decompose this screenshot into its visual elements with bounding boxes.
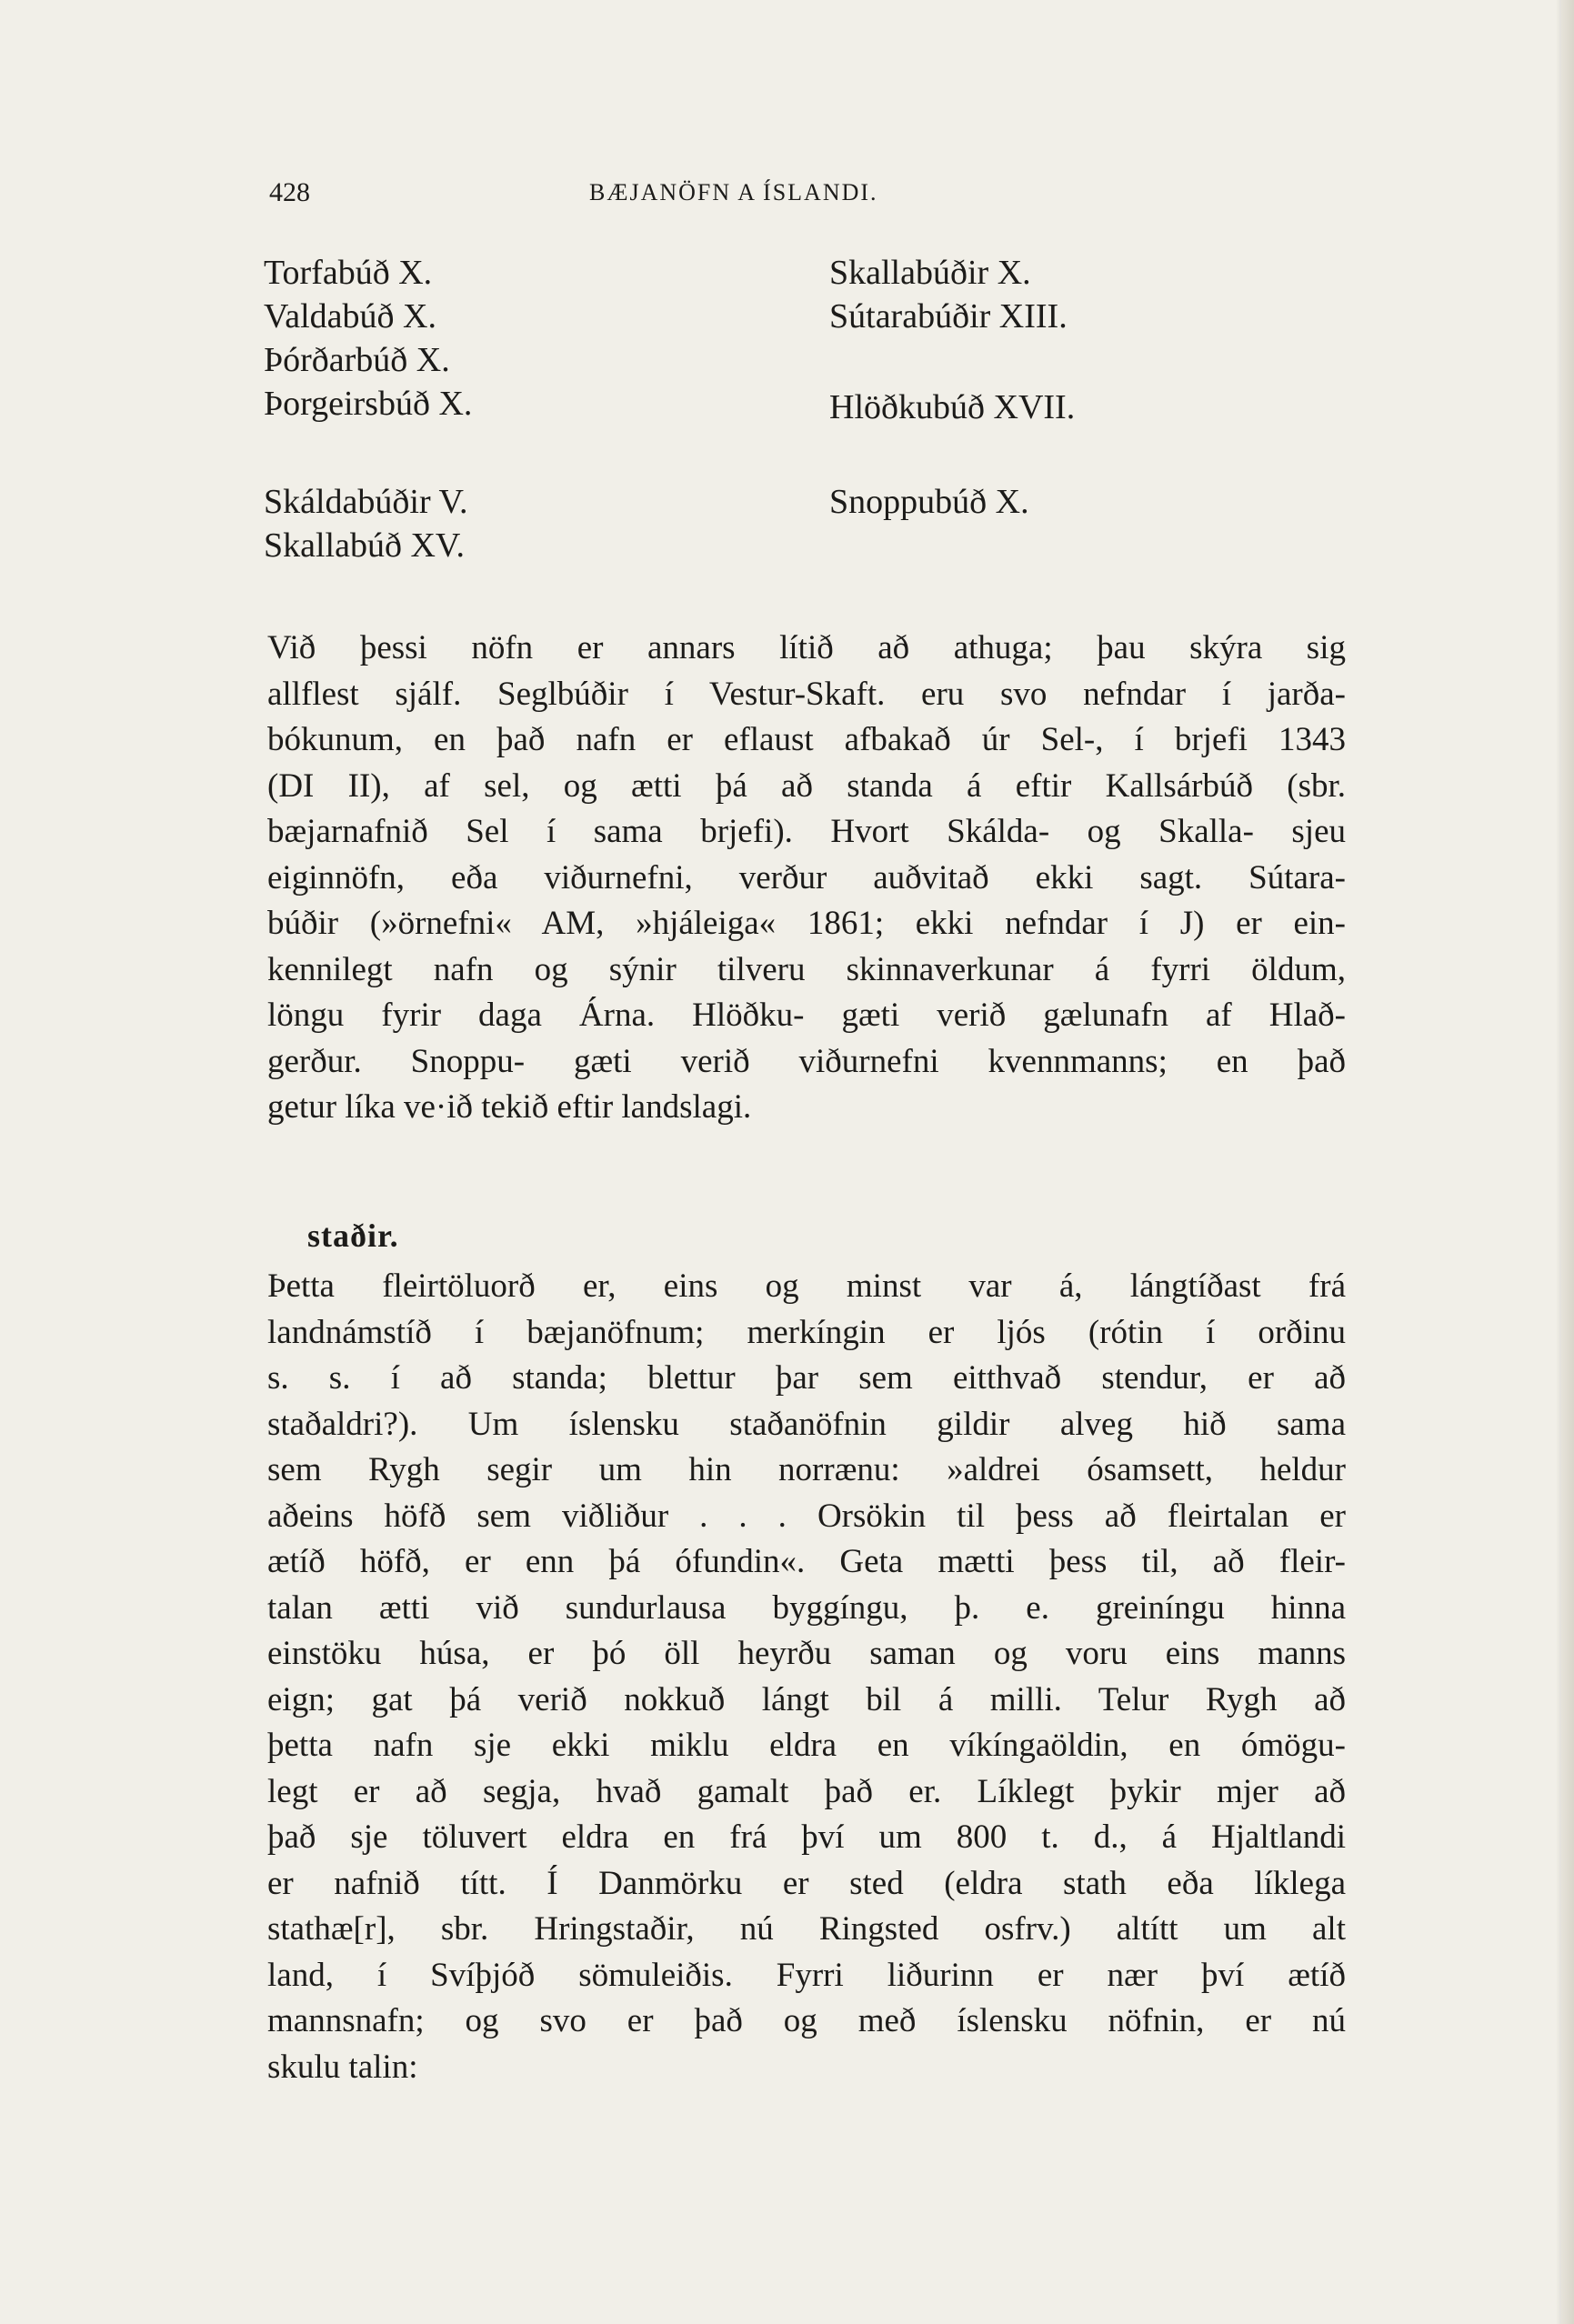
list-item: Skáldabúðir V. [264, 483, 468, 521]
list-item: Þórðarbúð X. [264, 341, 450, 379]
text-line: það sje töluvert eldra en frá því um 800 t. d., á Hjaltlandi [267, 1818, 1346, 1856]
text-line: s. s. í að standa; blettur þar sem eitthvað stendur, er að [267, 1359, 1346, 1397]
text-line: bókunum, en það nafn er eflaust afbakað úr Sel-, í brjefi 1343 [267, 721, 1346, 758]
text-line: mannsnafn; og svo er það og með íslensku nöfnin, er nú [267, 2002, 1346, 2039]
text-line: skulu talin: [267, 2048, 418, 2086]
text-line: stathæ[r], sbr. Hringstaðir, nú Ringsted osfrv.) altítt um alt [267, 1910, 1346, 1948]
text-line: land, í Svíþjóð sömuleiðis. Fyrri liðurinn er nær því ætíð [267, 1956, 1346, 1994]
list-item: Hlöðkubúð XVII. [829, 388, 1076, 426]
text-line: sem Rygh segir um hin norrænu: »aldrei ósamsett, heldur [267, 1451, 1346, 1488]
text-line: allflest sjálf. Seglbúðir í Vestur-Skaft. eru svo nefndar í jarða- [267, 675, 1346, 713]
paragraph-stadir [267, 1264, 1346, 2090]
section-heading: staðir. [307, 1217, 399, 1254]
text-line: Þetta fleirtöluorð er, eins og minst var á, lángtíðast frá [267, 1267, 1346, 1305]
text-line: legt er að segja, hvað gamalt það er. Líklegt þykir mjer að [267, 1772, 1346, 1810]
text-line: búðir (»örnefni« AM, »hjáleiga« 1861; ekki nefndar í J) er ein- [267, 905, 1346, 942]
text-line: gerður. Snoppu- gæti verið viðurnefni kvennmanns; en það [267, 1042, 1346, 1080]
text-line: ætíð höfð, er enn þá ófundin«. Geta mætti þess til, að fleir- [267, 1543, 1346, 1580]
text-line: bæjarnafnið Sel í sama brjefi). Hvort Skálda- og Skalla- sjeu [267, 813, 1346, 850]
text-line: talan ætti við sundurlausa byggíngu, þ. e. greiníngu hinna [267, 1588, 1346, 1627]
text-line: (DI II), af sel, og ætti þá að standa á eftir Kallsárbúð (sbr. [267, 766, 1346, 805]
list-item: Snoppubúð X. [829, 483, 1029, 521]
text-line: kennilegt nafn og sýnir tilveru skinnaverkunar á fyrri öldum, [267, 950, 1346, 988]
page-header [269, 177, 1360, 214]
text-line: staðaldri?). Um íslensku staðanöfnin gildir alveg hið sama [267, 1405, 1346, 1443]
paragraph-commentary [267, 626, 1346, 1131]
text-line: þetta nafn sje ekki miklu eldra en víkíngaöldin, en ómögu- [267, 1727, 1346, 1764]
text-line: löngu fyrir daga Árna. Hlöðku- gæti verið gælunafn af Hlað- [267, 997, 1346, 1034]
page-edge [1561, 0, 1574, 2324]
text-line: Við þessi nöfn er annars lítið að athuga; þau skýra sig [267, 629, 1346, 666]
list-item: Þorgeirsbúð X. [264, 385, 473, 423]
text-line: eiginnöfn, eða viðurnefni, verður auðvitað ekki sagt. Sútara- [267, 858, 1346, 897]
list-item: Sútarabúðir XIII. [829, 297, 1068, 336]
text-line: landnámstíð í bæjanöfnum; merkíngin er ljós (rótin í orðinu [267, 1313, 1346, 1351]
list-item: Skallabúð XV. [264, 526, 465, 565]
text-line: getur líka ve·ið tekið eftir landslagi. [267, 1088, 752, 1126]
text-line: aðeins höfð sem viðliður . . . Orsökin til þess að fleirtalan er [267, 1497, 1346, 1535]
text-line: er nafnið títt. Í Danmörku er sted (eldra stath eða líklega [267, 1864, 1346, 1902]
running-title: BÆJANÖFN A ÍSLANDI. [589, 179, 878, 205]
text-line: eign; gat þá verið nokkuð lángt bil á milli. Telur Rygh að [267, 1680, 1346, 1718]
list-item: Torfabúð X. [264, 254, 433, 292]
text-line: einstöku húsa, er þó öll heyrðu saman og voru eins manns [267, 1635, 1346, 1672]
list-item: Valdabúð X. [264, 297, 436, 336]
page-number: 428 [269, 177, 310, 207]
list-item: Skallabúðir X. [829, 254, 1031, 292]
